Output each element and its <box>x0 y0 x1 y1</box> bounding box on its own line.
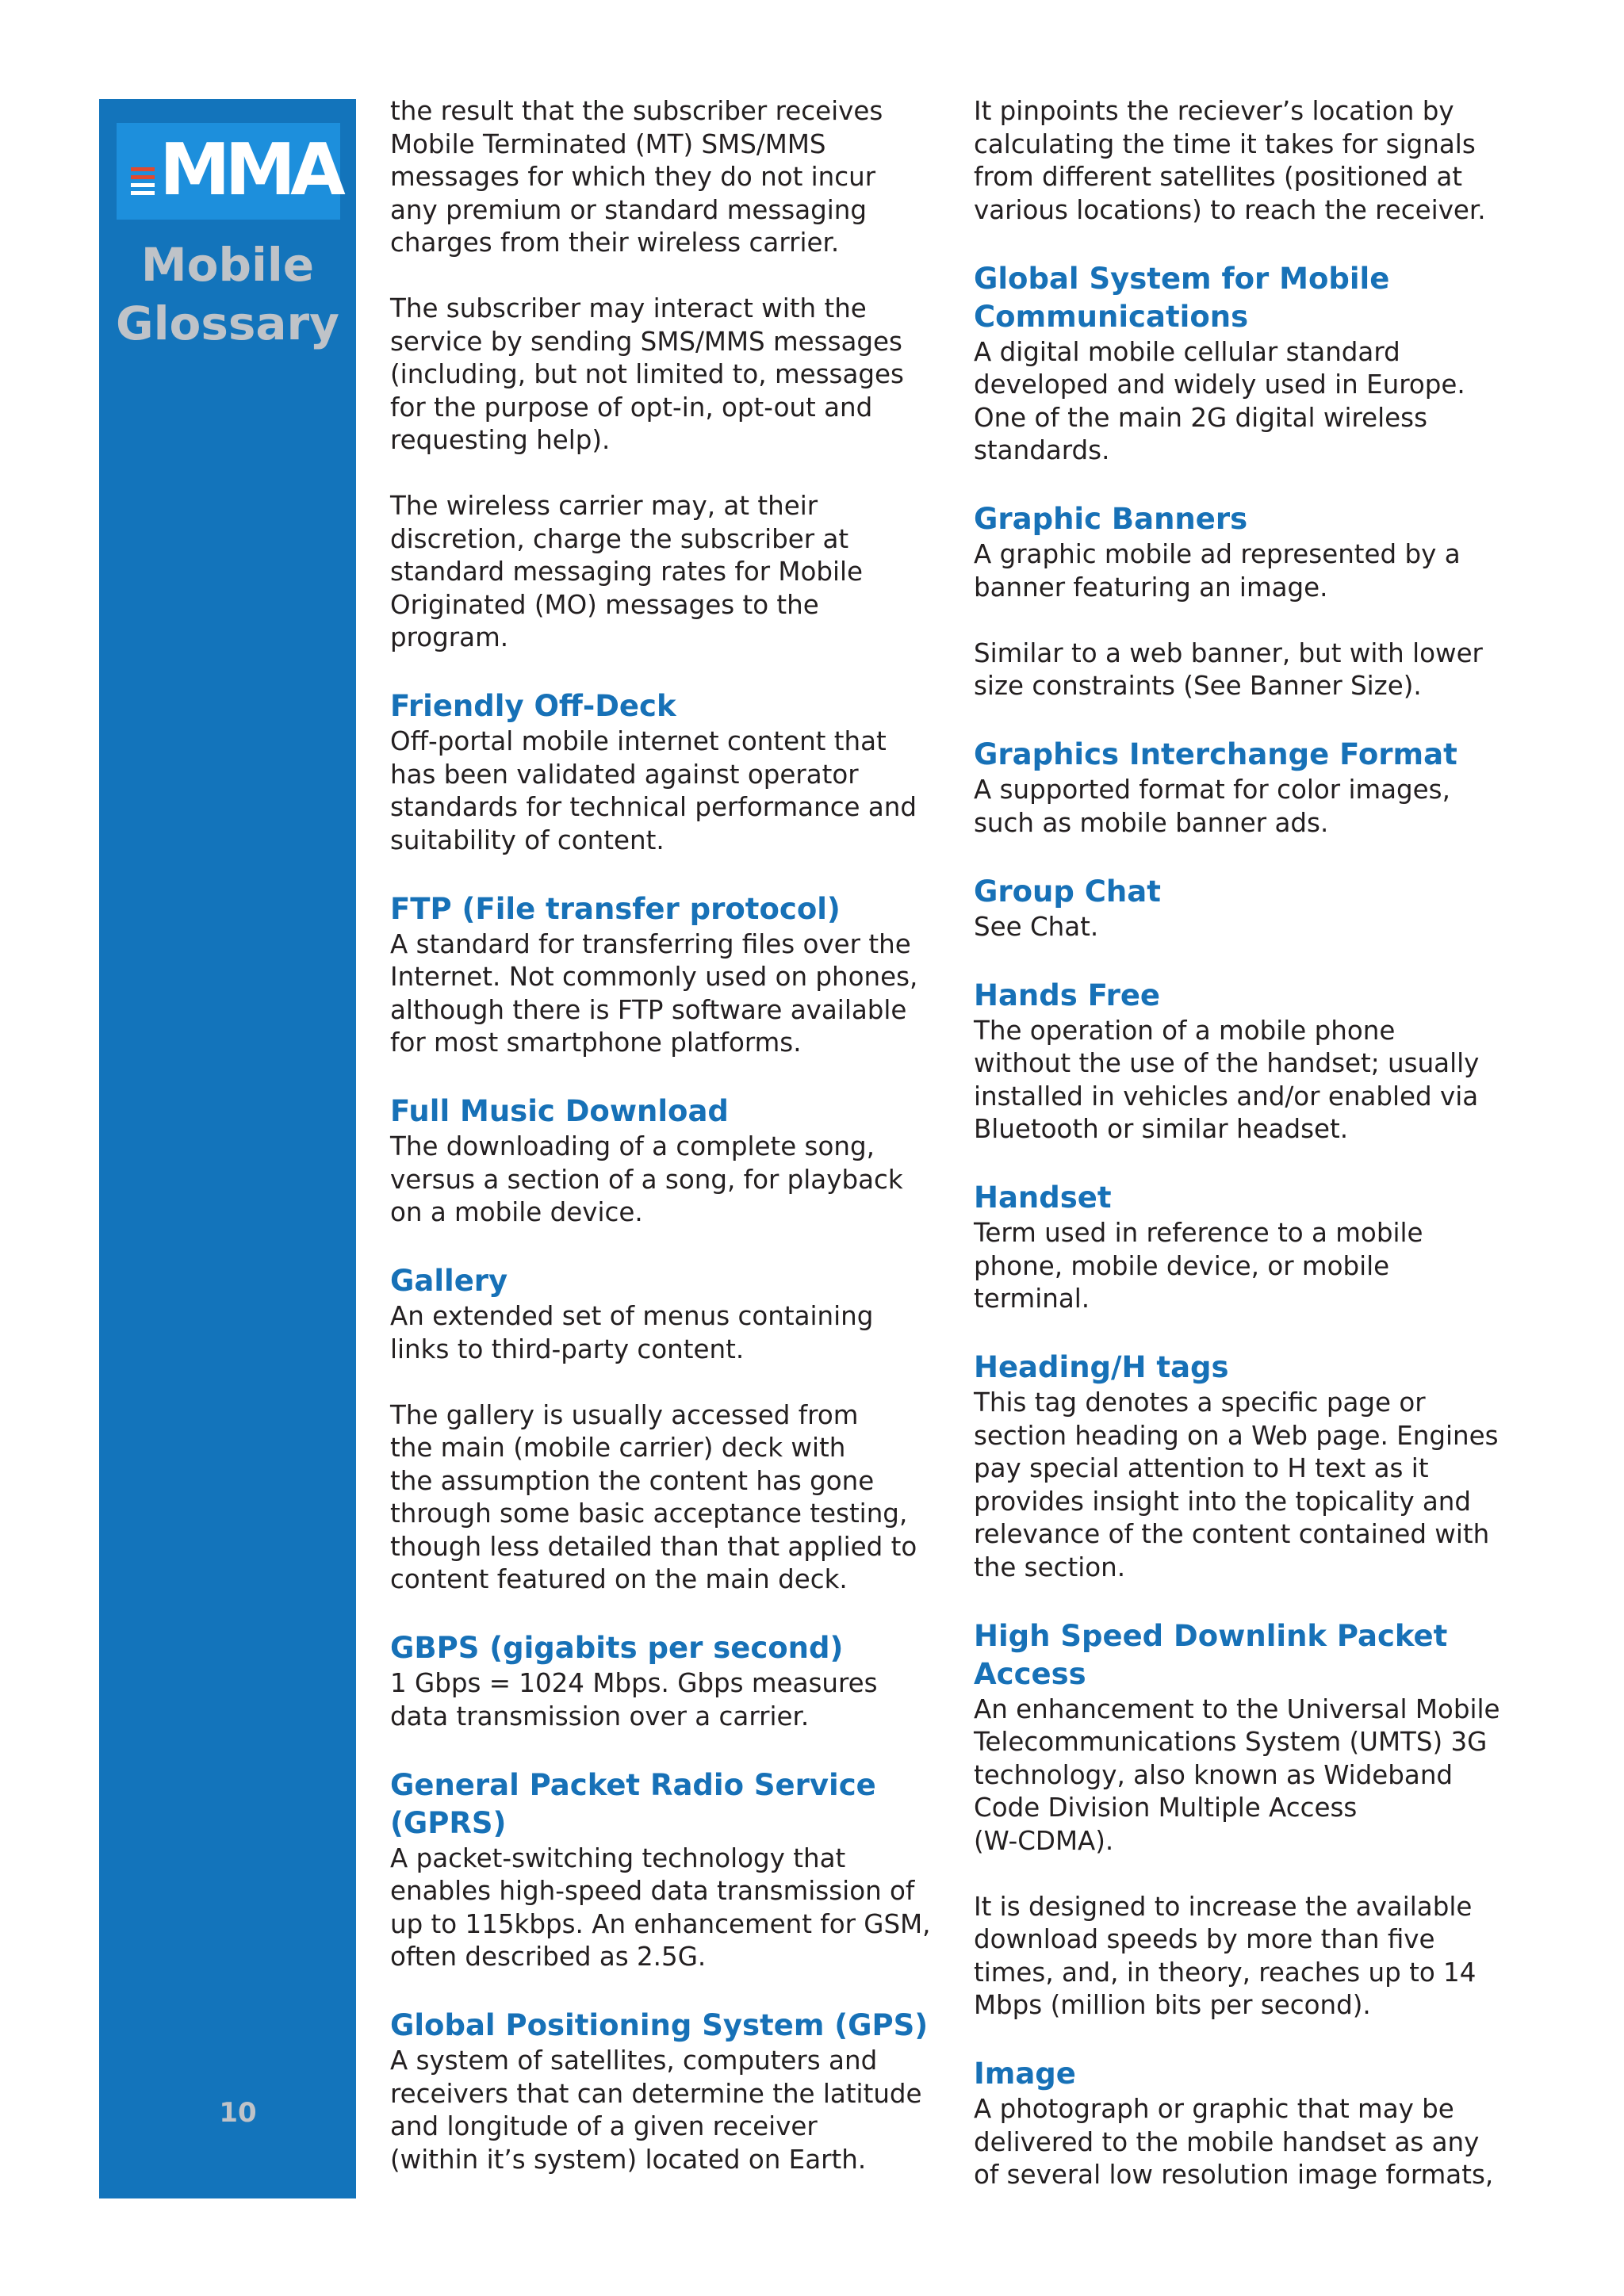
glossary-term: Image <box>974 2057 1076 2091</box>
glossary-entry <box>974 873 1537 944</box>
glossary-term: Group Chat <box>974 874 1161 909</box>
glossary-entry <box>390 890 961 1060</box>
sidebar-title <box>99 235 356 353</box>
glossary-definition: An enhancement to the Universal Mobile Telecommunications System (UMTS) 3G technology, also known as Wideband Code Division Multiple Access (W-CDMA). <box>974 1693 1500 1856</box>
mma-logo <box>117 123 340 220</box>
glossary-entry <box>974 95 1537 227</box>
glossary-column-left <box>390 95 961 2210</box>
glossary-entry <box>974 1617 1537 2022</box>
glossary-definition: The wireless carrier may, at their discretion, charge the subscriber at standard messaging rates for Mobile Originated (MO) messages to the program. <box>390 491 864 652</box>
logo-stripe <box>131 167 155 171</box>
glossary-entry <box>974 1179 1537 1316</box>
glossary-definition: 1 Gbps = 1024 Mbps. Gbps measures data transmission over a carrier. <box>390 1668 878 1732</box>
glossary-entry <box>390 687 961 857</box>
glossary-column-right <box>974 95 1537 2225</box>
glossary-term: High Speed Downlink Packet Access <box>974 1618 1448 1691</box>
glossary-term: Full Music Download <box>390 1094 729 1128</box>
glossary-definition: The downloading of a complete song, versus a section of a song, for playback on a mobile device. <box>390 1131 903 1227</box>
glossary-definition: A packet-switching technology that enables high-speed data transmission of up to 115kbps. An enhancement for GSM, often described as 2.5G. <box>390 1843 931 1972</box>
glossary-definition: The gallery is usually accessed from the main (mobile carrier) deck with the assumption the content has gone through some basic acceptance testing, though less detailed than that applied to content featured on the main deck. <box>390 1399 917 1594</box>
glossary-entry <box>974 260 1537 468</box>
logo-stripe <box>131 175 155 179</box>
glossary-entry <box>390 1629 961 1733</box>
sidebar-title-line: Glossary <box>116 297 339 350</box>
glossary-term: Hands Free <box>974 978 1161 1012</box>
glossary-definition: A digital mobile cellular standard developed and widely used in Europe. One of the main 2G digital wireless standards. <box>974 336 1465 465</box>
logo-text: MMA <box>159 128 340 212</box>
glossary-entry <box>974 2055 1537 2192</box>
glossary-term: Graphics Interchange Format <box>974 737 1457 771</box>
glossary-entry <box>390 1093 961 1230</box>
page-number: 10 <box>219 2097 257 2129</box>
glossary-definition: the result that the subscriber receives Mobile Terminated (MT) SMS/MMS messages for which they do not incur any premium or standard messaging charges from their wireless carrier. <box>390 96 883 258</box>
glossary-entry <box>974 1349 1537 1584</box>
glossary-definition: An extended set of menus containing links to third-party content. <box>390 1301 874 1364</box>
glossary-term: FTP (File transfer protocol) <box>390 891 841 926</box>
sidebar <box>99 99 356 2198</box>
glossary-term: Handset <box>974 1181 1112 1215</box>
glossary-entry <box>390 2007 961 2176</box>
glossary-term: Friendly Off-Deck <box>390 689 676 723</box>
glossary-definition: Similar to a web banner, but with lower size constraints (See Banner Size). <box>974 637 1483 701</box>
glossary-definition: A standard for transferring files over the Internet. Not commonly used on phones, although there is FTP software available for most smartphone platforms. <box>390 928 918 1058</box>
glossary-definition: The operation of a mobile phone without the use of the handset; usually installed in vehicles and/or enabled via Bluetooth or similar headset. <box>974 1015 1480 1144</box>
glossary-term: Global Positioning System (GPS) <box>390 2008 929 2042</box>
logo-stripe <box>131 183 155 187</box>
glossary-entry <box>974 736 1537 840</box>
glossary-definition: See Chat. <box>974 911 1099 942</box>
glossary-definition: Term used in reference to a mobile phone, mobile device, or mobile terminal. <box>974 1218 1423 1314</box>
glossary-definition: This tag denotes a specific page or section heading on a Web page. Engines pay special attention to H text as it provides insight into the topicality and relevance of the content contained with the section. <box>974 1387 1499 1582</box>
glossary-term: Heading/H tags <box>974 1350 1229 1384</box>
glossary-term: Gallery <box>390 1264 508 1298</box>
glossary-term: Graphic Banners <box>974 502 1248 536</box>
glossary-entry <box>390 95 961 655</box>
glossary-term: GBPS (gigabits per second) <box>390 1631 844 1665</box>
glossary-definition: A photograph or graphic that may be delivered to the mobile handset as any of several low resolution image formats, <box>974 2094 1494 2190</box>
glossary-term: General Packet Radio Service (GPRS) <box>390 1767 876 1840</box>
glossary-entry <box>974 977 1537 1146</box>
logo-stripe <box>131 191 155 195</box>
glossary-term: Global System for Mobile Communications <box>974 261 1390 334</box>
glossary-definition: It pinpoints the reciever’s location by calculating the time it takes for signals from different satellites (positioned at various locations) to reach the receiver. <box>974 96 1486 225</box>
logo-stripes-icon <box>131 167 155 199</box>
glossary-definition: A system of satellites, computers and receivers that can determine the latitude and longitude of a given receiver (within it’s system) located on Earth. <box>390 2045 922 2175</box>
glossary-definition: Off-portal mobile internet content that has been validated against operator standards for technical performance and suitability of content. <box>390 726 917 855</box>
glossary-definition: A graphic mobile ad represented by a banner featuring an image. <box>974 539 1461 603</box>
sidebar-title-line: Mobile <box>140 238 315 292</box>
glossary-definition: The subscriber may interact with the service by sending SMS/MMS messages (including, but not limited to, messages for the purpose of opt-in, opt-out and requesting help). <box>390 293 904 455</box>
glossary-definition: It is designed to increase the available download speeds by more than five times, and, in theory, reaches up to 14 Mbps (million bits per second). <box>974 1891 1477 2020</box>
glossary-entry <box>390 1262 961 1597</box>
glossary-entry <box>974 500 1537 703</box>
glossary-definition: A supported format for color images, such as mobile banner ads. <box>974 775 1450 838</box>
glossary-entry <box>390 1766 961 1974</box>
